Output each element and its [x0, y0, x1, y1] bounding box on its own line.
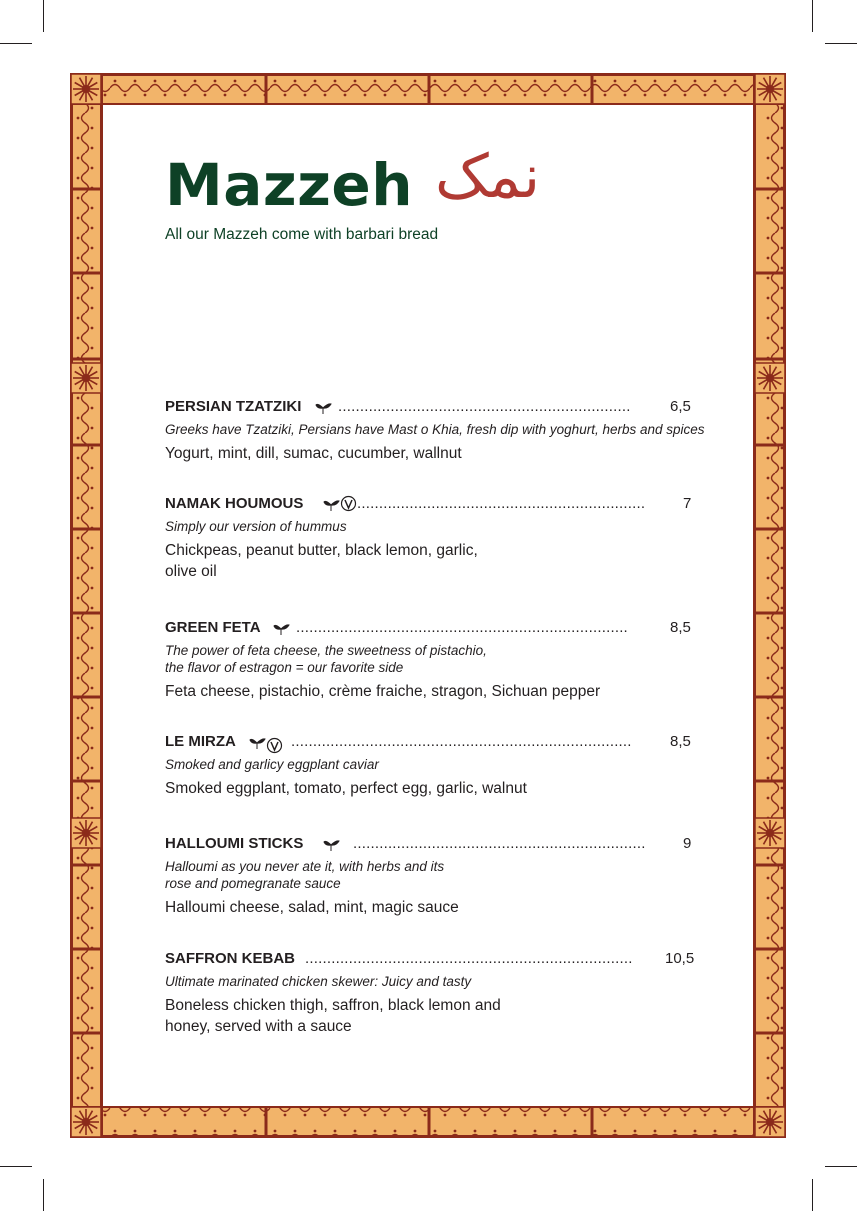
- menu-item: [165, 950, 765, 1037]
- crop-mark: [825, 1166, 857, 1167]
- item-price: 6,5: [670, 398, 691, 415]
- item-name: PERSIAN TZATZIKI: [165, 398, 302, 415]
- leaf-icon: [323, 498, 340, 512]
- rosette-ornament: [755, 74, 785, 104]
- item-name: GREEN FETA: [165, 619, 261, 636]
- item-description: Ultimate marinated chicken skewer: Juicy and tasty: [165, 974, 472, 989]
- v-badge-icon: [266, 737, 283, 754]
- page-subtitle: All our Mazzeh come with barbari bread: [165, 226, 439, 243]
- item-name: HALLOUMI STICKS: [165, 835, 304, 852]
- item-name: NAMAK HOUMOUS: [165, 495, 304, 512]
- menu-item: [165, 398, 765, 464]
- dot-leader: ............................................................................: [296, 619, 628, 636]
- menu-item: [165, 619, 765, 702]
- rosette-ornament: [755, 363, 785, 393]
- menu-item: [165, 495, 765, 582]
- leaf-icon: [249, 736, 266, 750]
- leaf-icon: [273, 622, 290, 636]
- item-description: The power of feta cheese, the sweetness of pistachio, the flavor of estragon = our favorite side: [165, 643, 487, 675]
- item-price: 8,5: [670, 733, 691, 750]
- item-ingredients: Boneless chicken thigh, saffron, black lemon and honey, served with a sauce: [165, 997, 501, 1035]
- dot-leader: ..................................................................: [357, 495, 646, 512]
- dot-leader: ...................................................................: [338, 398, 631, 415]
- item-ingredients: Yogurt, mint, dill, sumac, cucumber, wallnut: [165, 445, 462, 462]
- v-badge-icon: [340, 495, 357, 512]
- menu-item: [165, 835, 765, 918]
- item-description: Smoked and garlicy eggplant caviar: [165, 757, 379, 772]
- item-price: 9: [683, 835, 692, 852]
- item-ingredients: Smoked eggplant, tomato, perfect egg, garlic, walnut: [165, 780, 527, 797]
- item-name: LE MIRZA: [165, 733, 236, 750]
- item-description: Halloumi as you never ate it, with herbs and its rose and pomegranate sauce: [165, 859, 445, 891]
- dot-leader: ...................................................................: [353, 835, 646, 852]
- item-description: Simply our version of hummus: [165, 519, 347, 534]
- item-ingredients: Chickpeas, peanut butter, black lemon, garlic, olive oil: [165, 542, 478, 580]
- rosette-ornament: [71, 818, 101, 848]
- leaf-icon: [323, 838, 340, 852]
- crop-mark: [43, 1179, 44, 1211]
- item-price: 10,5: [665, 950, 695, 967]
- title-script: نمک: [435, 142, 541, 212]
- item-price: 7: [683, 495, 692, 512]
- crop-mark: [0, 1166, 32, 1167]
- dot-leader: ..............................................................................: [291, 733, 632, 750]
- item-price: 8,5: [670, 619, 691, 636]
- crop-mark: [43, 0, 44, 32]
- dot-leader: ...........................................................................: [305, 950, 633, 967]
- crop-mark: [0, 43, 32, 44]
- leaf-icon: [315, 401, 332, 415]
- menu-item: [165, 733, 765, 799]
- crop-mark: [812, 0, 813, 32]
- item-ingredients: Feta cheese, pistachio, crème fraiche, stragon, Sichuan pepper: [165, 683, 601, 700]
- page-title: Mazzeh: [165, 151, 413, 219]
- item-name: SAFFRON KEBAB: [165, 950, 295, 967]
- rosette-ornament: [755, 1107, 785, 1137]
- item-description: Greeks have Tzatziki, Persians have Mast o Khia, fresh dip with yoghurt, herbs and spices: [165, 422, 705, 437]
- item-ingredients: Halloumi cheese, salad, mint, magic sauce: [165, 899, 459, 916]
- rosette-ornament: [71, 1107, 101, 1137]
- crop-mark: [812, 1179, 813, 1211]
- crop-mark: [825, 43, 857, 44]
- rosette-ornament: [71, 363, 101, 393]
- rosette-ornament: [71, 74, 101, 104]
